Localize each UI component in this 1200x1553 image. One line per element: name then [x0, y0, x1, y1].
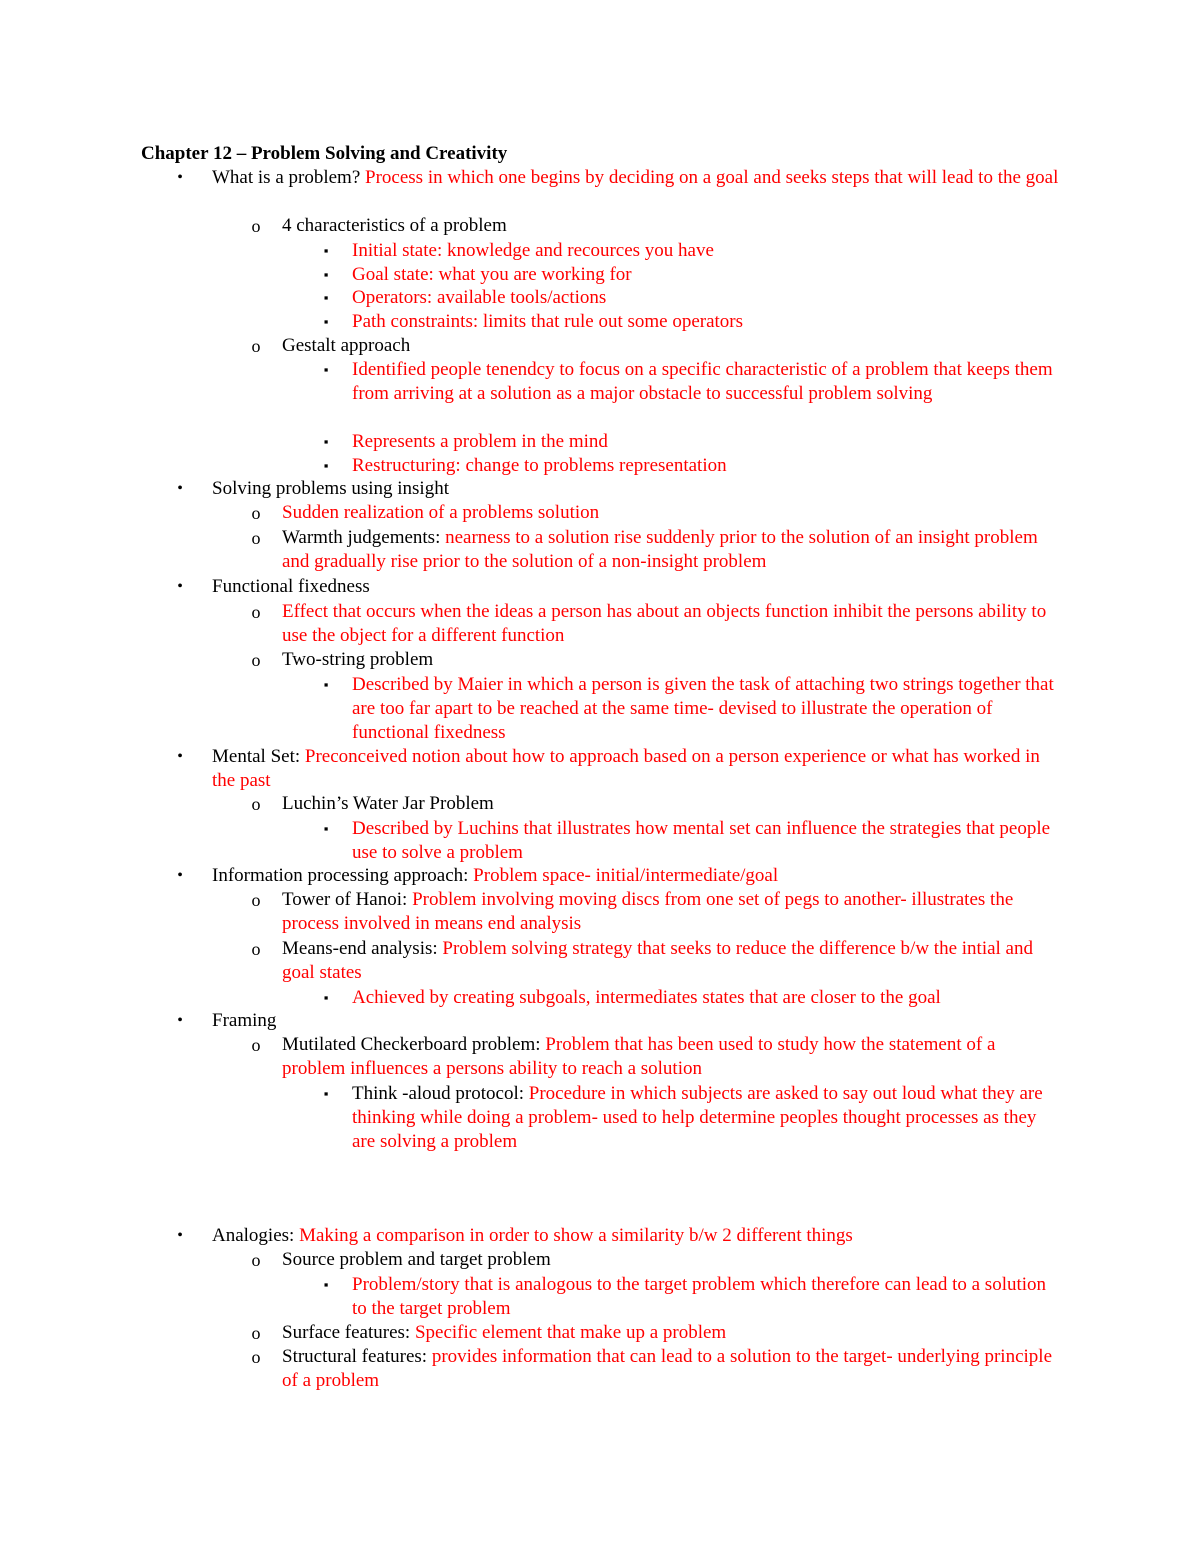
- item-label: What is a problem?: [212, 167, 366, 188]
- item-text: Specific element that make up a problem: [414, 1322, 727, 1343]
- list-item: [323, 817, 1060, 865]
- list-item: [251, 214, 1060, 238]
- item-text: Initial state: knowledge and recources you have: [352, 240, 714, 261]
- item-label: Analogies:: [212, 1225, 300, 1246]
- square-bullet: ▪: [323, 434, 329, 449]
- square-bullet: ▪: [323, 990, 329, 1005]
- item-text: Described by Luchins that illustrates how mental set can influence the strategies that people use to solve a problem: [352, 818, 1051, 863]
- item-text: Procedure in which subjects are asked to say out loud what they are thinking while doing a problem- used to help determine peoples thought processes as they are solving a problem: [352, 1083, 1043, 1152]
- square-bullet: ▪: [323, 821, 329, 836]
- square-bullet: ▪: [323, 290, 329, 305]
- item-text: Making a comparison in order to show a similarity b/w 2 different things: [299, 1225, 853, 1246]
- list-item: [177, 745, 1060, 793]
- item-label: Luchin’s Water Jar Problem: [282, 793, 494, 814]
- list-item: [323, 239, 1060, 263]
- item-label: Means-end analysis:: [282, 938, 443, 959]
- item-text: Problem involving moving discs from one set of pegs to another- illustrates the process involved in means end analysis: [282, 889, 1014, 934]
- item-label: Framing: [212, 1010, 277, 1031]
- list-item: [323, 1082, 1060, 1154]
- item-text: Restructuring: change to problems representation: [352, 455, 727, 476]
- item-text: Problem that has been used to study how the statement of a problem influences a persons ability to reach a solution: [282, 1034, 996, 1079]
- circle-bullet: o: [251, 528, 261, 548]
- list-item: [177, 864, 1060, 888]
- list-item: [251, 526, 1060, 574]
- page-title: Chapter 12 – Problem Solving and Creativity: [141, 143, 508, 164]
- item-label: Think -aloud protocol:: [352, 1083, 529, 1104]
- list-item: [251, 1248, 1060, 1272]
- disc-bullet: •: [177, 169, 183, 186]
- circle-bullet: o: [251, 1035, 261, 1055]
- list-item: [251, 888, 1060, 936]
- item-text: Process in which one begins by deciding on a goal and seeks steps that will lead to the goal: [365, 167, 1059, 188]
- list-item: [251, 937, 1060, 985]
- item-label: Warmth judgements:: [282, 527, 446, 548]
- disc-bullet: •: [177, 867, 183, 884]
- circle-bullet: o: [251, 216, 261, 236]
- list-item: [323, 430, 1060, 454]
- item-text: Goal state: what you are working for: [352, 264, 632, 285]
- item-text: Problem/story that is analogous to the target problem which therefore can lead to a solution to the target problem: [352, 1274, 1047, 1319]
- disc-bullet: •: [177, 748, 183, 765]
- item-label: Structural features:: [282, 1346, 432, 1367]
- item-label: Tower of Hanoi:: [282, 889, 413, 910]
- disc-bullet: •: [177, 480, 183, 497]
- circle-bullet: o: [251, 794, 261, 814]
- list-item: [177, 1224, 1060, 1248]
- list-item: [251, 1321, 1060, 1345]
- list-item: [323, 1273, 1060, 1321]
- item-label: Mutilated Checkerboard problem:: [282, 1034, 546, 1055]
- circle-bullet: o: [251, 890, 261, 910]
- square-bullet: ▪: [323, 1277, 329, 1292]
- list-item: [251, 501, 1060, 525]
- list-item: [177, 575, 1060, 599]
- list-item: [177, 166, 1060, 190]
- disc-bullet: •: [177, 578, 183, 595]
- list-item: [251, 1033, 1060, 1081]
- circle-bullet: o: [251, 1323, 261, 1343]
- item-text: Sudden realization of a problems solution: [282, 502, 600, 523]
- item-text: Identified people tenendcy to focus on a specific characteristic of a problem that keeps them from arriving at a solution as a major obstacle to successful problem solving: [352, 359, 1053, 404]
- square-bullet: ▪: [323, 314, 329, 329]
- list-item: [323, 310, 1060, 334]
- circle-bullet: o: [251, 1250, 261, 1270]
- item-text: Represents a problem in the mind: [352, 431, 608, 452]
- circle-bullet: o: [251, 336, 261, 356]
- square-bullet: ▪: [323, 267, 329, 282]
- square-bullet: ▪: [323, 362, 329, 377]
- list-item: [177, 477, 1060, 501]
- item-text: Described by Maier in which a person is given the task of attaching two strings together that are too far apart to be reached at the same time- devised to illustrate the operation of functional fixedness: [352, 674, 1054, 743]
- item-label: Surface features:: [282, 1322, 415, 1343]
- circle-bullet: o: [251, 602, 261, 622]
- square-bullet: ▪: [323, 677, 329, 692]
- item-text: Problem solving strategy that seeks to reduce the difference b/w the intial and goal states: [282, 938, 1033, 983]
- item-label: Two-string problem: [282, 649, 434, 670]
- item-text: nearness to a solution rise suddenly prior to the solution of an insight problem and gradually rise prior to the solution of a non-insight problem: [282, 527, 1038, 572]
- list-item: [323, 358, 1060, 406]
- item-text: Achieved by creating subgoals, intermediates states that are closer to the goal: [352, 987, 941, 1008]
- item-label: Solving problems using insight: [212, 478, 449, 499]
- circle-bullet: o: [251, 939, 261, 959]
- item-label: Mental Set:: [212, 746, 305, 767]
- list-item: [177, 1009, 1060, 1033]
- item-text: Preconceived notion about how to approach based on a person experience or what has worked in the past: [212, 746, 1040, 791]
- disc-bullet: •: [177, 1012, 183, 1029]
- item-label: Gestalt approach: [282, 335, 411, 356]
- list-item: [323, 454, 1060, 478]
- circle-bullet: o: [251, 503, 261, 523]
- square-bullet: ▪: [323, 243, 329, 258]
- item-text: Path constraints: limits that rule out some operators: [352, 311, 744, 332]
- list-item: [323, 673, 1060, 745]
- disc-bullet: •: [177, 1227, 183, 1244]
- item-text: Problem space- initial/intermediate/goal: [473, 865, 779, 886]
- list-item: [323, 263, 1060, 287]
- list-item: [251, 600, 1060, 648]
- circle-bullet: o: [251, 1347, 261, 1367]
- list-item: [251, 648, 1060, 672]
- item-text: Operators: available tools/actions: [352, 287, 607, 308]
- item-label: 4 characteristics of a problem: [282, 215, 507, 236]
- square-bullet: ▪: [323, 1086, 329, 1101]
- list-item: [323, 286, 1060, 310]
- item-label: Source problem and target problem: [282, 1249, 551, 1270]
- item-label: Information processing approach:: [212, 865, 474, 886]
- item-label: Functional fixedness: [212, 576, 370, 597]
- square-bullet: ▪: [323, 458, 329, 473]
- list-item: [323, 986, 1060, 1010]
- list-item: [251, 334, 1060, 358]
- list-item: [251, 792, 1060, 816]
- list-item: [251, 1345, 1060, 1393]
- circle-bullet: o: [251, 650, 261, 670]
- item-text: Effect that occurs when the ideas a person has about an objects function inhibit the persons ability to use the object for a different function: [282, 601, 1047, 646]
- item-text: provides information that can lead to a solution to the target- underlying principle of a problem: [282, 1346, 1052, 1391]
